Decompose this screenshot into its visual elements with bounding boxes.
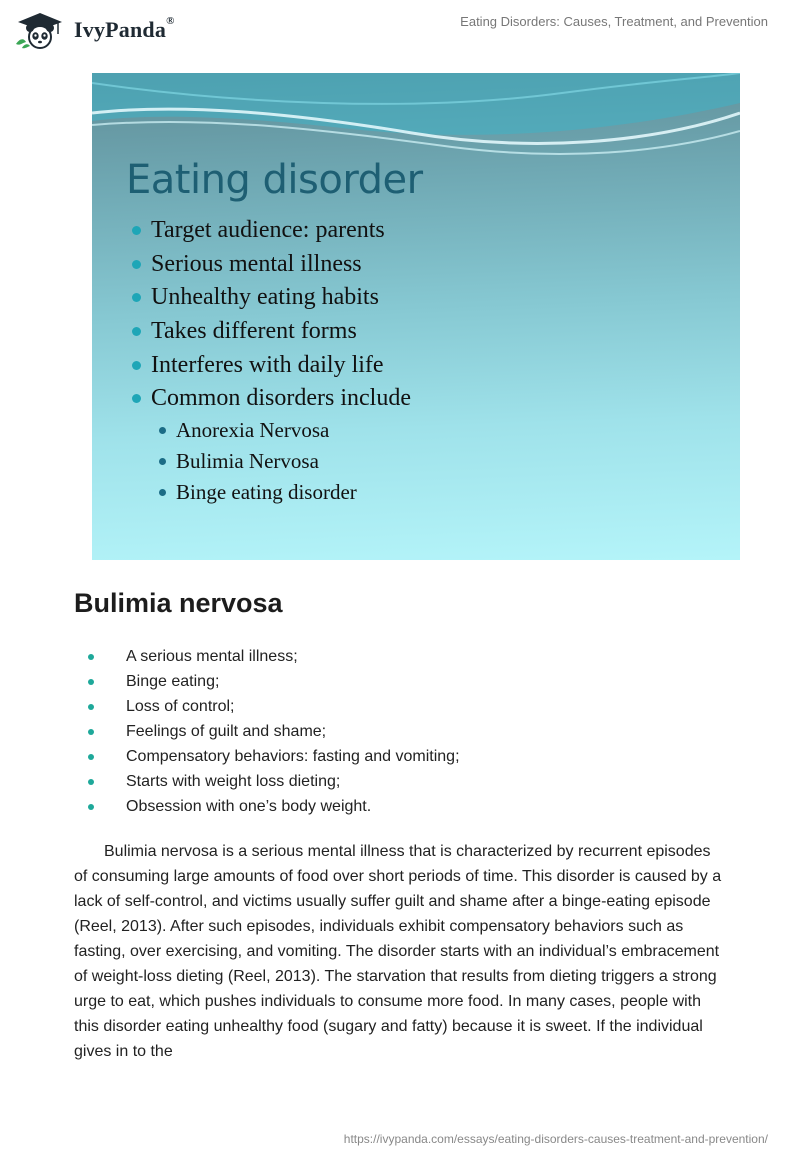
slide-bullet-item — [130, 215, 411, 249]
slide-bullet-text: Target audience: parents — [151, 217, 385, 243]
slide-title: Eating disorder — [126, 157, 423, 203]
brand-name — [74, 17, 175, 43]
list-item — [86, 796, 460, 821]
slide-sub-bullet-text: Binge eating disorder — [176, 480, 357, 504]
slide-bullet-text: Interferes with daily life — [151, 351, 384, 378]
list-item-text: Loss of control; — [126, 698, 235, 715]
slide-bullet-text: Common disorders include — [151, 385, 411, 412]
registered-mark: ® — [166, 15, 175, 27]
slide-bullet-text: Takes different forms — [151, 318, 357, 345]
bullet-dot-icon — [132, 327, 141, 336]
list-item — [86, 696, 460, 721]
bullet-dot-icon — [88, 704, 94, 710]
ivypanda-logo[interactable] — [12, 10, 175, 50]
bullet-dot-icon — [88, 679, 94, 685]
sub-bullet-dot-icon — [159, 458, 166, 465]
list-item-text: Feelings of guilt and shame; — [126, 723, 327, 740]
list-item-text: Obsession with one’s body weight. — [126, 798, 372, 815]
list-item — [86, 721, 460, 746]
sub-bullet-dot-icon — [159, 427, 166, 434]
brand-text: IvyPanda — [74, 17, 167, 42]
list-item-text: Compensatory behaviors: fasting and vomiting; — [126, 748, 460, 765]
slide-bullet-item — [130, 350, 411, 384]
slide-bullet-text: Unhealthy eating habits — [151, 284, 379, 311]
slide-bullet-item — [130, 316, 411, 350]
bulimia-bullet-list — [86, 646, 460, 821]
bullet-dot-icon — [88, 779, 94, 785]
bullet-dot-icon — [88, 729, 94, 735]
bullet-dot-icon — [132, 226, 141, 235]
slide-sub-bullet-item — [158, 447, 357, 478]
list-item — [86, 646, 460, 671]
slide-sub-bullet-item — [158, 478, 357, 509]
list-item — [86, 746, 460, 771]
slide-bullet-item — [130, 249, 411, 283]
list-item-text: Binge eating; — [126, 673, 220, 690]
section-heading: Bulimia nervosa — [74, 588, 283, 618]
slide-sub-bullet-text: Anorexia Nervosa — [176, 418, 330, 442]
bullet-dot-icon — [132, 394, 141, 403]
source-url-link[interactable]: https://ivypanda.com/essays/eating-disorders-causes-treatment-and-prevention/ — [343, 1132, 768, 1146]
slide-sub-bullet-text: Bulimia Nervosa — [176, 449, 319, 473]
bullet-dot-icon — [88, 804, 94, 810]
body-paragraph: Bulimia nervosa is a serious mental illness that is characterized by recurrent episodes of consuming large amounts of food over short periods of time. This disorder is caused by a lack of self-control, and victims usually suffer guilt and shame after a binge-eating episode (Reel, 2013). After such episodes, individuals exhibit compensatory behaviors such as fasting, over exercising, and vomiting. The disorder starts with an individual’s embracement of weight-loss dieting (Reel, 2013). The starvation that results from dieting triggers a strong urge to eat, which pushes individuals to consume more food. In many cases, people with this disorder eating unhealthy food (sugary and fatty) because it is sweet. If the individual gives in to the — [74, 843, 722, 1060]
bullet-dot-icon — [132, 361, 141, 370]
panda-graduate-icon — [12, 10, 68, 50]
list-item-text: Starts with weight loss dieting; — [126, 773, 341, 790]
bullet-dot-icon — [132, 293, 141, 302]
slide-sub-bullet-item — [158, 416, 357, 447]
slide-bullet-list — [130, 215, 411, 417]
bullet-dot-icon — [88, 654, 94, 660]
bullet-dot-icon — [132, 260, 141, 269]
presentation-slide-image — [92, 73, 740, 560]
slide-bullet-item — [130, 383, 411, 417]
page-header — [0, 0, 800, 60]
list-item — [86, 671, 460, 696]
document-title: Eating Disorders: Causes, Treatment, and Prevention — [460, 14, 768, 29]
slide-bullet-text: Serious mental illness — [151, 250, 362, 277]
bullet-dot-icon — [88, 754, 94, 760]
slide-sub-bullet-list — [158, 416, 357, 509]
sub-bullet-dot-icon — [159, 489, 166, 496]
slide-bullet-item — [130, 282, 411, 316]
list-item — [86, 771, 460, 796]
list-item-text: A serious mental illness; — [126, 648, 298, 665]
